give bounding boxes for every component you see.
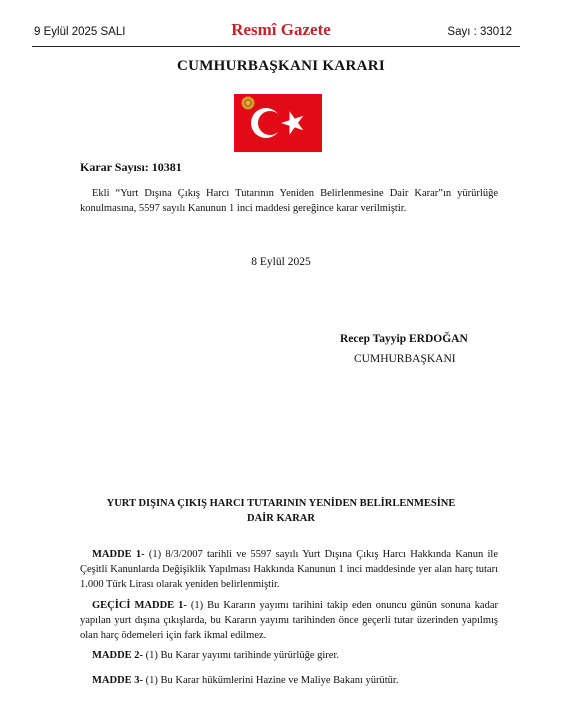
annex-title-line1: YURT DIŞINA ÇIKIŞ HARCI TUTARININ YENİDEN BELİRLENMESİNE [106,498,456,509]
article-text: (1) Bu Karar hükümlerini Hazine ve Maliye Bakanı yürütür. [143,675,399,686]
article-text: (1) Bu Kararın yayımı tarihini takip eden onuncu günün sonuna kadar yapılan yurt dışına çıkışlarda, bu Kararın yayımı tarihinden önce geçerli tutar üzerinden yapılmış olan harç ödemeleri için fark ikmal edilmez. [80,600,498,642]
presidential-seal-icon [242,97,255,110]
page-title: CUMHURBAŞKANI KARARI [176,58,386,74]
article-label: MADDE 2- [92,650,144,661]
article-3 [80,673,498,688]
header-divider [32,46,520,47]
annex-title [0,497,562,526]
article-text: (1) 8/3/2007 tarihli ve 5597 sayılı Yurt Dışına Çıkış Harcı Hakkında Kanun ile Çeşitli Kanunlarda Değişiklik Yapılması Hakkında Kanunun 1 inci maddesinde yer alan harç tutarı 1.000 Türk Lirası olarak yeniden belirlenmiştir. [80,549,498,591]
article-label: GEÇİCİ MADDE 1- [92,600,187,611]
annex-title-line2: DAİR KARAR [247,512,315,524]
article-label: MADDE 1- [92,549,145,560]
decision-date: 8 Eylül 2025 [251,256,311,268]
header-issue-number: Sayı : 33012 [447,26,512,38]
decision-number: Karar Sayısı: 10381 [80,160,182,174]
article-provisional-1 [80,598,498,644]
article-1 [80,547,498,593]
header-date: 9 Eylül 2025 SALI [34,26,126,38]
intro-paragraph: Ekli “Yurt Dışına Çıkış Harcı Tutarının Yeniden Belirlenmesine Dair Karar”ın yürürlüğe konulmasına, 5597 sayılı Kanunun 1 inci maddesi gereğince karar verilmiştir. [80,188,498,215]
turkish-flag-icon [234,94,322,152]
article-text: (1) Bu Karar yayımı tarihinde yürürlüğe girer. [143,650,339,661]
signer-name: Recep Tayyip ERDOĞAN [340,333,468,345]
article-label: MADDE 3- [92,675,144,686]
signer-title: CUMHURBAŞKANI [354,353,456,365]
gazette-name: Resmî Gazete [231,20,331,39]
article-2 [80,648,498,663]
